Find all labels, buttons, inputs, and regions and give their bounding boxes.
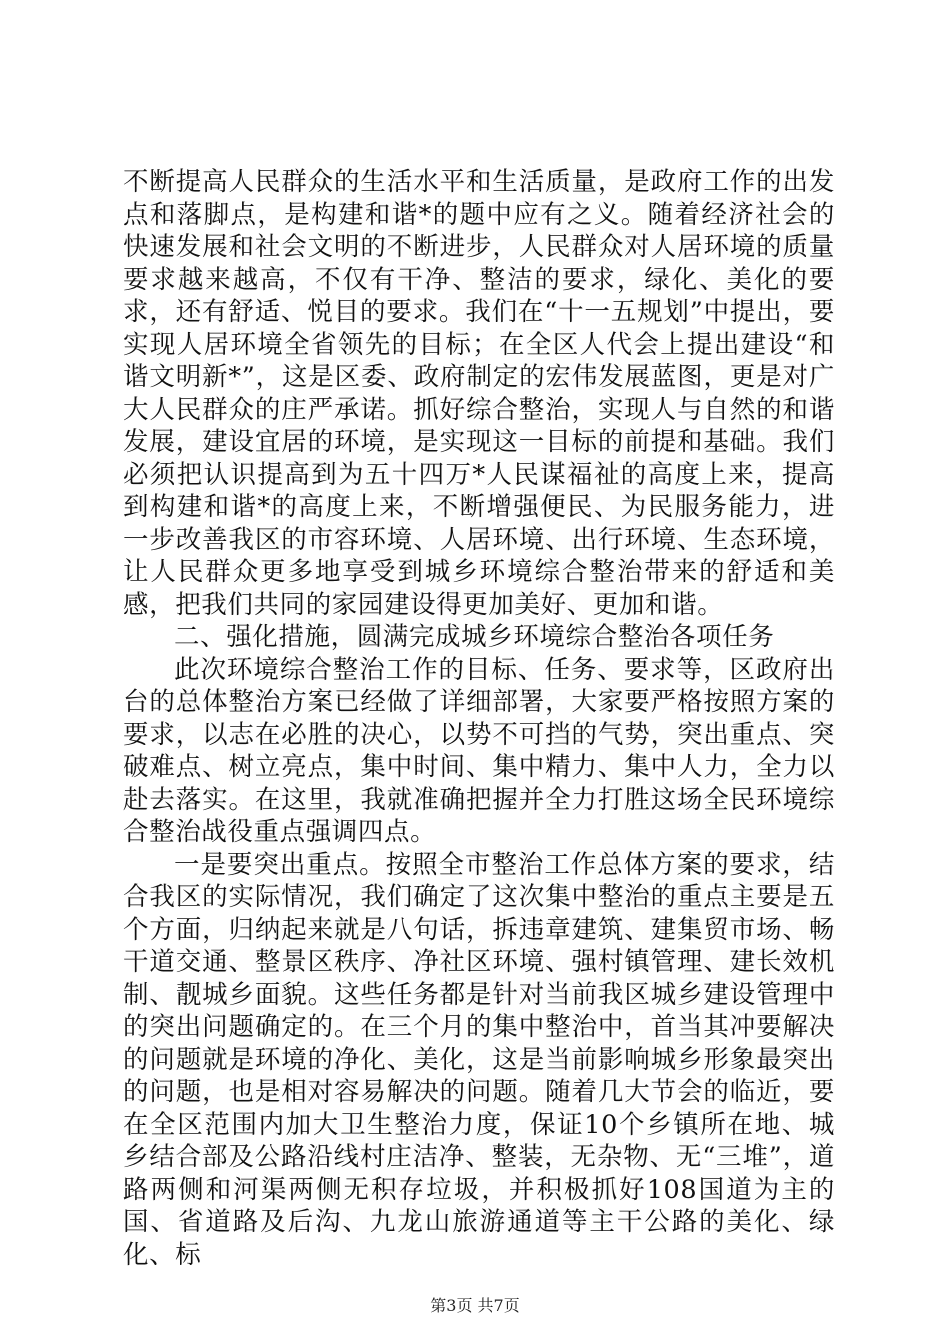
page-number-footer: 第3页 共7页: [430, 1296, 520, 1315]
paragraph-continued: 不断提高人民群众的生活水平和生活质量，是政府工作的出发点和落脚点，是构建和谐*的题中应有之义。随着经济社会的快速发展和社会文明的不断进步，人民群众对人居环境的质量要求越来越高，不仅有干净、整洁的要求，绿化、美化的要求，还有舒适、悦目的要求。我们在“十一五规划”中提出，要实现人居环境全省领先的目标；在全区人代会上提出建设“和谐文明新*”，这是区委、政府制定的宏伟发展蓝图，更是对广大人民群众的庄严承诺。抓好综合整治，实现人与自然的和谐发展，建设宜居的环境，是实现这一目标的前提和基础。我们必须把认识提高到为五十四万*人民谋福祉的高度上来，提高到构建和谐*的高度上来，不断增强便民、为民服务能力，进一步改善我区的市容环境、人居环境、出行环境、生态环境，让人民群众更多地享受到城乡环境综合整治带来的舒适和美感，把我们共同的家园建设得更加美好、更加和谐。: [123, 167, 835, 620]
paragraph: 此次环境综合整治工作的目标、任务、要求等，区政府出台的总体整治方案已经做了详细部署，大家要严格按照方案的要求，以志在必胜的决心，以势不可挡的气势，突出重点、突破难点、树立亮点，集中时间、集中精力、集中人力，全力以赴去落实。在这里，我就准确把握并全力打胜这场全民环境综合整治战役重点强调四点。: [123, 654, 835, 847]
document-body: [123, 166, 835, 1271]
paragraph: 一是要突出重点。按照全市整治工作总体方案的要求，结合我区的实际情况，我们确定了这次集中整治的重点主要是五个方面，归纳起来就是八句话，拆违章建筑、建集贸市场、畅干道交通、整景区秩序、净社区环境、强村镇管理、建长效机制、靓城乡面貌。这些任务都是针对当前我区城乡建设管理中的突出问题确定的。在三个月的集中整治中，首当其冲要解决的问题就是环境的净化、美化，这是当前影响城乡形象最突出的问题，也是相对容易解决的问题。随着几大节会的临近，要在全区范围内加大卫生整治力度，保证10个乡镇所在地、城乡结合部及公路沿线村庄洁净、整装，无杂物、无“三堆”，道路两侧和河渠两侧无积存垃圾，并积极抓好108国道为主的国、省道路及后沟、九龙山旅游通道等主干公路的美化、绿化、标: [123, 849, 835, 1270]
section-heading: 二、强化措施，圆满完成城乡环境综合整治各项任务: [174, 622, 775, 652]
